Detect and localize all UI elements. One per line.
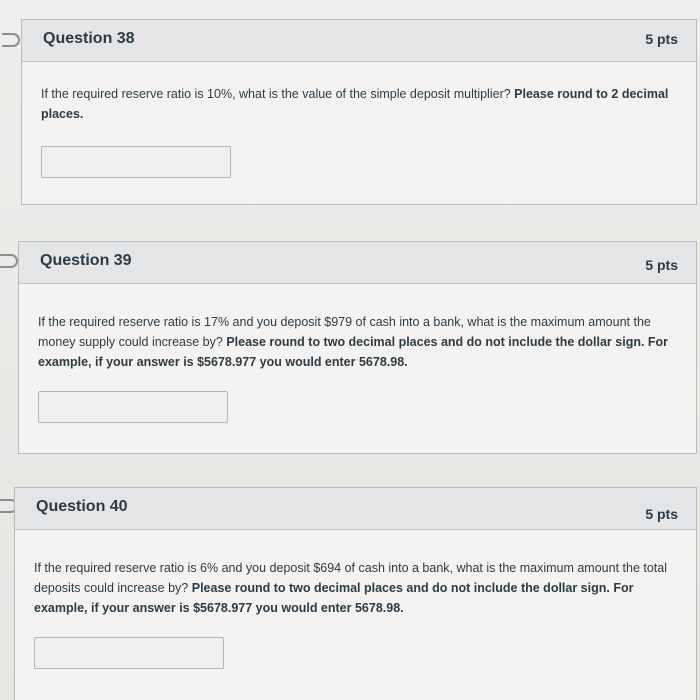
question-39-header (19, 242, 696, 284)
question-text-plain: If the required reserve ratio is 17% and you deposit $979 of cash into a bank, what is the maximum amount the money supply could increase by? (38, 315, 651, 349)
question-text-instruction: Please round to 2 decimal places. (41, 87, 669, 121)
answer-input[interactable] (34, 637, 224, 669)
question-title: Question 39 (40, 252, 132, 269)
question-40-header (15, 488, 696, 530)
question-points: 5 pts (645, 257, 678, 273)
question-points: 5 pts (645, 506, 678, 522)
question-text (41, 84, 681, 124)
question-38-card (21, 19, 697, 205)
answer-input[interactable] (41, 146, 231, 178)
question-39-card (18, 241, 697, 454)
question-points: 5 pts (645, 31, 678, 47)
question-text-instruction: Please round to two decimal places and do not include the dollar sign. For example, if your answer is $5678.977 you would enter 5678.98. (38, 335, 669, 369)
question-text-plain: If the required reserve ratio is 6% and you deposit $694 of cash into a bank, what is the maximum amount the total deposits could increase by? (34, 561, 667, 595)
question-text-plain: If the required reserve ratio is 10%, what is the value of the simple deposit multiplier? (41, 87, 515, 101)
question-text (38, 312, 678, 372)
question-text (34, 558, 684, 618)
flag-question-icon[interactable] (2, 33, 20, 47)
question-title: Question 38 (43, 30, 135, 47)
flag-question-icon[interactable] (0, 254, 18, 268)
question-text-instruction: Please round to two decimal places and do not include the dollar sign. For example, if your answer is $5678.977 you would enter 5678.98. (34, 581, 634, 615)
question-title: Question 40 (36, 498, 128, 515)
answer-input[interactable] (38, 391, 228, 423)
question-38-header (22, 20, 696, 62)
question-40-card (14, 487, 697, 700)
